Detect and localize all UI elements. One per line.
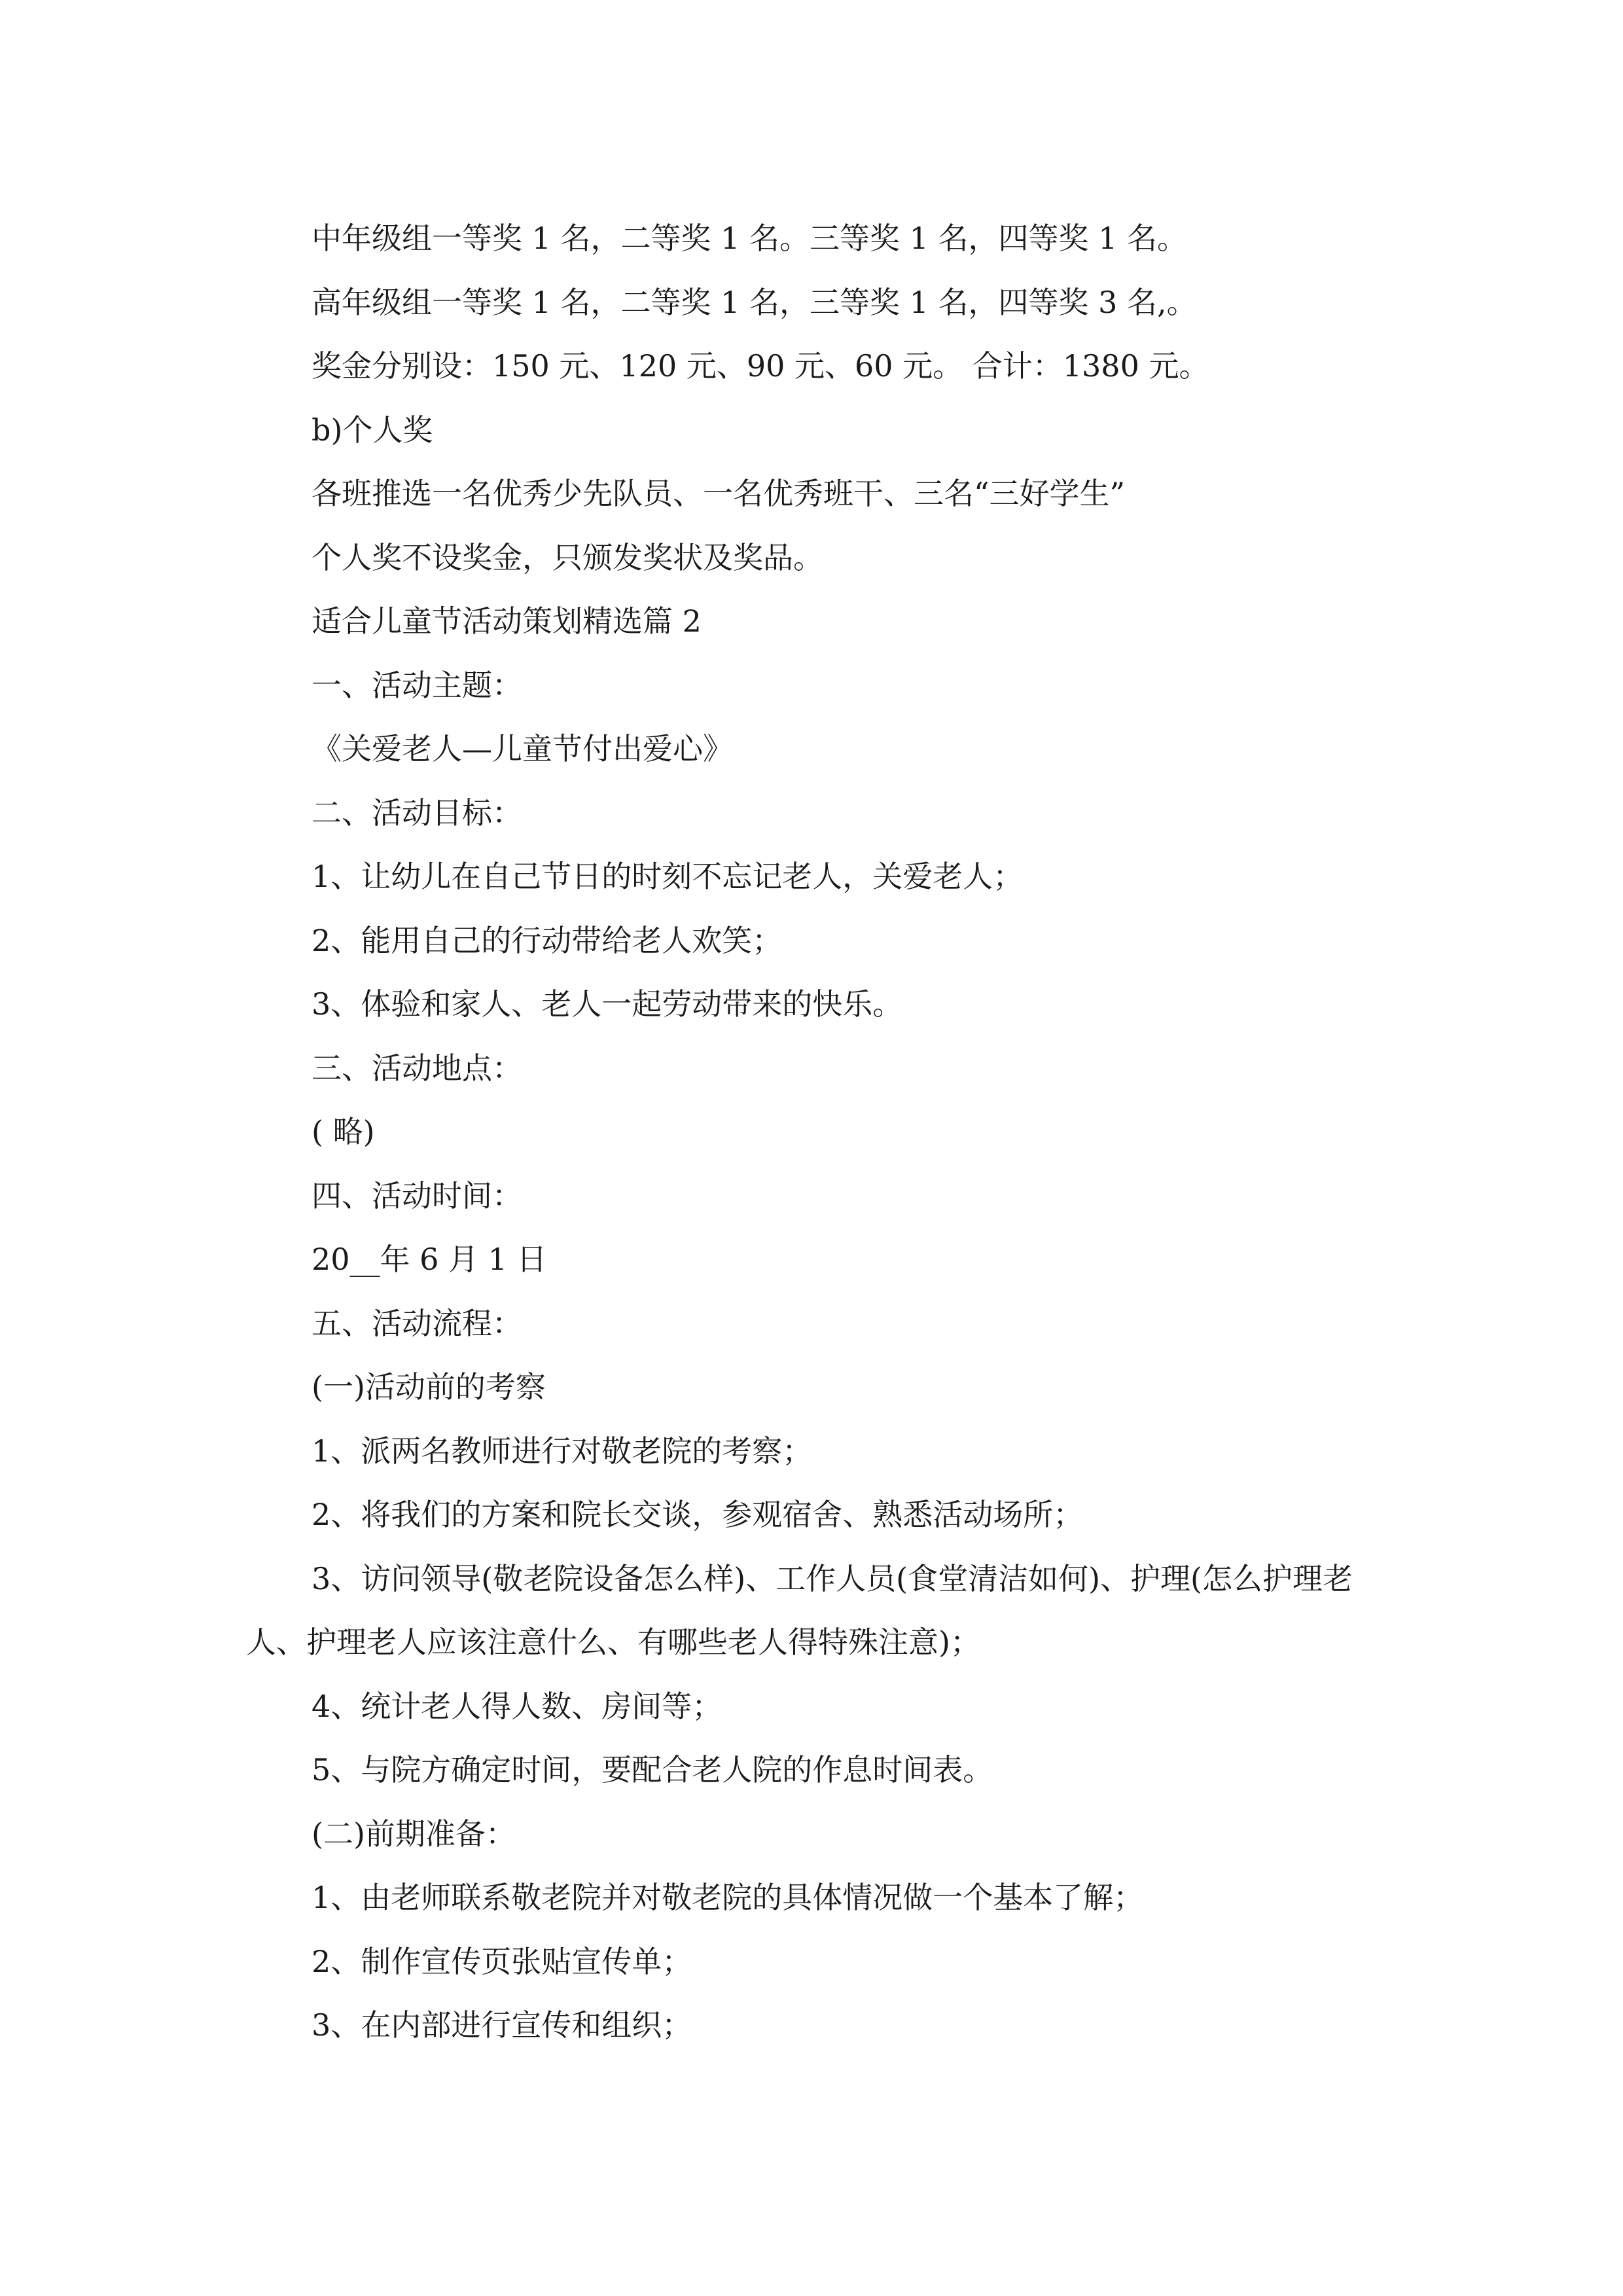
list-item-goal-3: 3、体验和家人、老人一起劳动带来的快乐。 <box>312 986 903 1022</box>
paragraph-individual-award-heading: b)个人奖 <box>312 412 433 448</box>
paragraph-theme-title: 《关爱老人—儿童节付出爱心》 <box>312 731 733 766</box>
section-title-plan-2: 适合儿童节活动策划精选篇 2 <box>312 603 702 639</box>
paragraph-location-omitted: ( 略) <box>312 1114 375 1149</box>
paragraph-activity-date: 20__年 6 月 1 日 <box>312 1242 547 1277</box>
heading-activity-process: 五、活动流程： <box>312 1305 522 1341</box>
paragraph-award-high-grade: 高年级组一等奖 1 名，二等奖 1 名，三等奖 1 名，四等奖 3 名,。 <box>312 284 1197 320</box>
paragraph-prize-money: 奖金分别设：150 元、120 元、90 元、60 元。 合计：1380 元。 <box>312 348 1209 384</box>
heading-activity-theme: 一、活动主题： <box>312 667 522 703</box>
heading-activity-location: 三、活动地点： <box>312 1050 522 1086</box>
list-item-preparation-2: 2、制作宣传页张贴宣传单； <box>312 1943 692 1979</box>
paragraph-individual-award-note: 个人奖不设奖金，只颁发奖状及奖品。 <box>312 539 823 575</box>
paragraph-class-selection: 各班推选一名优秀少先队员、一名优秀班干、三名“三好学生” <box>312 476 1126 511</box>
list-item-goal-1: 1、让幼儿在自己节日的时刻不忘记老人，关爱老人； <box>312 859 1024 894</box>
heading-activity-goals: 二、活动目标： <box>312 795 522 831</box>
list-item-inspection-4: 4、统计老人得人数、房间等； <box>312 1688 722 1724</box>
list-item-inspection-5: 5、与院方确定时间，要配合老人院的作息时间表。 <box>312 1752 993 1787</box>
list-item-inspection-2: 2、将我们的方案和院长交谈，参观宿舍、熟悉活动场所； <box>312 1497 1084 1532</box>
subheading-pre-inspection: (一)活动前的考察 <box>312 1369 546 1405</box>
heading-activity-time: 四、活动时间： <box>312 1177 522 1213</box>
paragraph-award-middle-grade: 中年级组一等奖 1 名，二等奖 1 名。三等奖 1 名，四等奖 1 名。 <box>312 221 1188 256</box>
subheading-preparation: (二)前期准备： <box>312 1816 516 1852</box>
list-item-preparation-3: 3、在内部进行宣传和组织； <box>312 2007 692 2043</box>
list-item-preparation-1: 1、由老师联系敬老院并对敬老院的具体情况做一个基本了解； <box>312 1880 1144 1915</box>
list-item-inspection-3: 3、访问领导(敬老院设备怎么样)、工作人员(食堂清洁如何)、护理(怎么护理老人、护理老人应该注意什么、有哪些老人得特殊注意)； <box>246 1560 1353 1660</box>
list-item-inspection-1: 1、派两名教师进行对敬老院的考察； <box>312 1433 813 1469</box>
document-body <box>246 207 1391 2058</box>
list-item-goal-2: 2、能用自己的行动带给老人欢笑； <box>312 922 783 958</box>
